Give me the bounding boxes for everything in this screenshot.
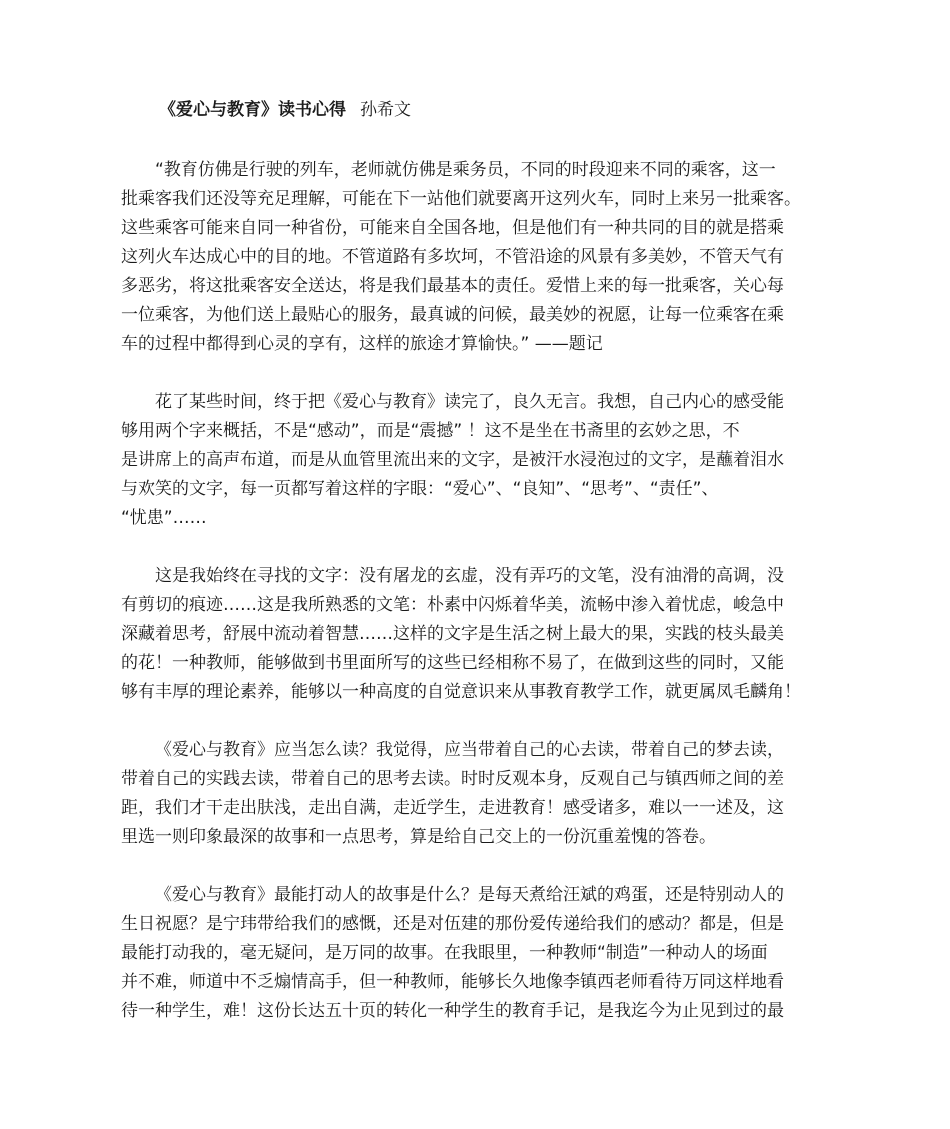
- text-line: 里选一则印象最深的故事和一点思考，算是给自己交上的一份沉重羞愧的答卷。: [121, 827, 716, 847]
- text-line: 这些乘客可能来自同一种省份，可能来自全国各地，但是他们有一种共同的目的就是搭乘: [121, 218, 784, 238]
- paragraph-2: [121, 388, 835, 533]
- text-line: 的花！一种教师，能够做到书里面所写的这些已经相称不易了，在做到这些的同时，又能: [121, 653, 784, 673]
- text-line: 这列火车达成心中的目的地。不管道路有多坎坷，不管沿途的风景有多美妙，不管天气有: [121, 247, 784, 267]
- text-line: “教育仿佛是行驶的列车，老师就仿佛是乘务员，不同的时段迎来不同的乘客，这一: [155, 160, 776, 180]
- text-line: 与欢笑的文字，每一页都写着这样的字眼：“爱心”、“良知”、“思考”、“责任”、: [121, 479, 719, 499]
- text-line: 最能打动我的，毫无疑问，是万同的故事。在我眼里，一种教师“制造”一种动人的场面: [121, 943, 768, 963]
- document-title: 《爱心与教育》读书心得: [159, 100, 346, 120]
- paragraph-3: [121, 562, 835, 707]
- text-line: 多恶劣，将这批乘客安全送达，将是我们最基本的责任。爱惜上来的每一批乘客，关心每: [121, 276, 784, 296]
- text-line: 够用两个字来概括，不是“感动”，而是“震撼” ！这不是坐在书斋里的玄妙之思，不: [121, 421, 740, 441]
- text-line: 距，我们才干走出肤浅，走出自满，走近学生，走进教育！感受诸多，难以一一述及，这: [121, 798, 784, 818]
- text-line: 深藏着思考，舒展中流动着智慧……这样的文字是生活之树上最大的果，实践的枝头最美: [121, 624, 784, 644]
- text-line: 批乘客我们还没等充足理解，可能在下一站他们就要离开这列火车，同时上来另一批乘客。: [121, 189, 801, 209]
- document-page: [121, 96, 835, 1055]
- text-line: 这是我始终在寻找的文字：没有屠龙的玄虚，没有弄巧的文笔，没有油滑的高调，没: [155, 566, 784, 586]
- text-line: 是讲席上的高声布道，而是从血管里流出来的文字，是被汗水浸泡过的文字，是蘸着泪水: [121, 450, 784, 470]
- text-line: 花了某些时间，终于把《爱心与教育》读完了，良久无言。我想，自己内心的感受能: [155, 392, 784, 412]
- document-author: 孙希文: [360, 100, 411, 120]
- paragraph-4: [121, 736, 835, 852]
- text-line: 够有丰厚的理论素养，能够以一种高度的自觉意识来从事教育教学工作，就更属凤毛麟角！: [121, 682, 801, 702]
- text-line: 《爱心与教育》应当怎么读？我觉得，应当带着自己的心去读，带着自己的梦去读，: [155, 740, 784, 760]
- text-line: 车的过程中都得到心灵的享有，这样的旅途才算愉快。” ——题记: [121, 334, 603, 354]
- paragraph-5: [121, 881, 835, 1026]
- text-line: 待一种学生，难！这份长达五十页的转化一种学生的教育手记，是我迄今为止见到过的最: [121, 1001, 784, 1021]
- text-line: 并不难，师道中不乏煽情高手，但一种教师，能够长久地像李镇西老师看待万同这样地看: [121, 972, 784, 992]
- text-line: 生日祝愿？是宁玮带给我们的感慨，还是对伍建的那份爱传递给我们的感动？都是，但是: [121, 914, 784, 934]
- text-line: 带着自己的实践去读，带着自己的思考去读。时时反观本身，反观自己与镇西师之间的差: [121, 769, 784, 789]
- text-line: 一位乘客，为他们送上最贴心的服务，最真诚的问候，最美妙的祝愿，让每一位乘客在乘: [121, 305, 784, 325]
- text-line: 有剪切的痕迹……这是我所熟悉的文笔：朴素中闪烁着华美，流畅中渗入着忧虑，峻急中: [121, 595, 784, 615]
- text-line: 《爱心与教育》最能打动人的故事是什么？是每天煮给汪斌的鸡蛋，还是特别动人的: [155, 885, 784, 905]
- paragraph-epigraph: [121, 156, 835, 359]
- text-line: “忧患”……: [121, 508, 207, 528]
- document-title-line: [159, 96, 835, 124]
